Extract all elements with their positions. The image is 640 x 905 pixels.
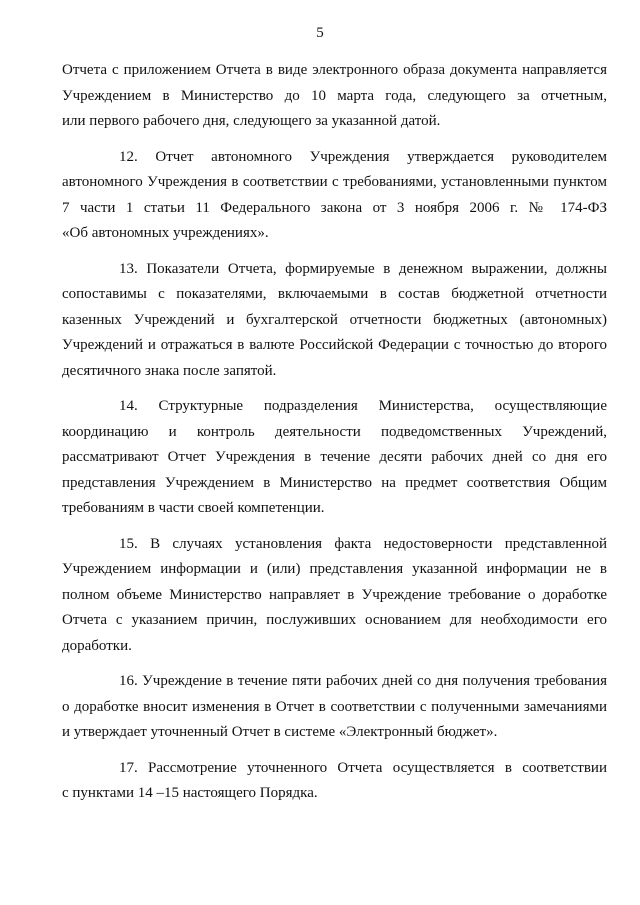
text-line: Учреждением информации и (или) представления указанной информации не в <box>62 561 607 577</box>
text-line: доработки. <box>62 637 132 654</box>
text-line: 15. В случаях установления факта недостоверности представленной <box>119 535 607 552</box>
text-line: казенных Учреждений и бухгалтерской отчетности бюджетных (автономных) <box>62 311 607 328</box>
page-number: 5 <box>316 25 324 41</box>
text-line: Учреждением в Министерство до 10 марта года, следующего за отчетным, <box>62 87 607 104</box>
text-line: десятичного знака после запятой. <box>62 362 277 379</box>
text-line: 16. Учреждение в течение пяти рабочих дней со дня получения требования <box>119 673 607 689</box>
text-line: координацию и контроль деятельности подведомственных Учреждений, <box>62 423 607 440</box>
text-line: 14. Структурные подразделения Министерства, осуществляющие <box>119 398 607 414</box>
text-line: о доработке вносит изменения в Отчет в соответствии с полученными замечаниями <box>62 698 607 715</box>
paragraph <box>62 394 607 522</box>
paragraph <box>62 756 607 807</box>
text-line: с пунктами 14 –15 настоящего Порядка. <box>62 785 318 801</box>
text-line: полном объеме Министерство направляет в Учреждение требование о доработке <box>62 586 607 603</box>
text-line: рассматривают Отчет Учреждения в течение десяти рабочих дней со дня его <box>62 449 607 465</box>
text-line: 12. Отчет автономного Учреждения утверждается руководителем <box>119 148 607 165</box>
paragraph <box>62 257 607 385</box>
text-line: 7 части 1 статьи 11 Федерального закона от 3 ноября 2006 г. № 174-ФЗ <box>62 199 607 216</box>
paragraph <box>62 145 607 247</box>
text-line: и утверждает уточненный Отчет в системе «Электронный бюджет». <box>62 724 498 740</box>
paragraph <box>62 669 607 746</box>
text-line: Отчета с указанием причин, послуживших основанием для необходимости его <box>62 612 607 628</box>
text-line: «Об автономных учреждениях». <box>62 225 269 241</box>
text-line: сопоставимы с показателями, включаемыми в состав бюджетной отчетности <box>62 286 607 302</box>
paragraph <box>62 532 607 660</box>
text-line: 17. Рассмотрение уточненного Отчета осуществляется в соответствии <box>119 759 607 776</box>
text-line: или первого рабочего дня, следующего за указанной датой. <box>62 113 441 129</box>
text-line: Учреждений и отражаться в валюте Российской Федерации с точностью до второго <box>62 337 607 353</box>
text-line: представления Учреждением в Министерство на предмет соответствия Общим <box>62 474 607 491</box>
paragraph <box>62 58 607 135</box>
text-line: автономного Учреждения в соответствии с требованиями, установленными пунктом <box>62 174 607 190</box>
text-line: Отчета с приложением Отчета в виде электронного образа документа направляется <box>62 62 607 78</box>
text-line: требованиям в части своей компетенции. <box>62 500 325 516</box>
text-line: 13. Показатели Отчета, формируемые в денежном выражении, должны <box>119 260 607 277</box>
document-body <box>62 58 607 817</box>
